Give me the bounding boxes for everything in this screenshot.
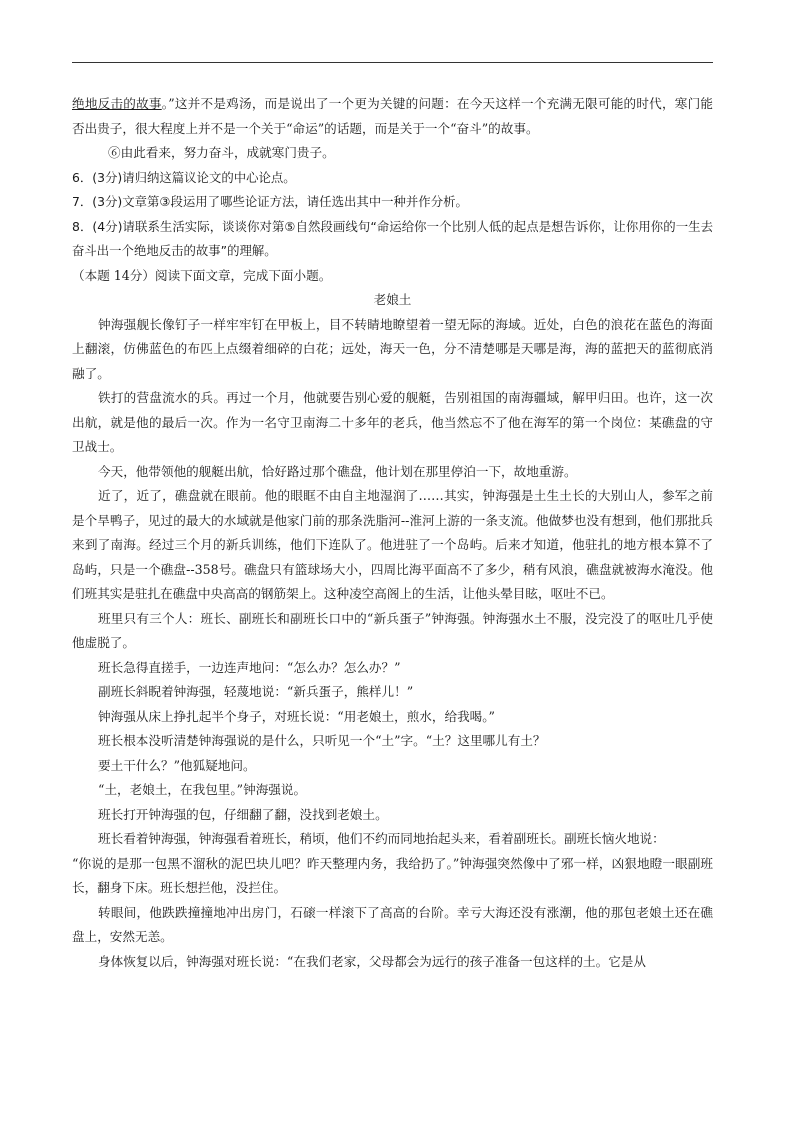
- story-paragraph: 钟海强舰长像钉子一样牢牢钉在甲板上，目不转睛地瞭望着一望无际的海域。近处，白色的浪花在蓝色的海面上翻滚，仿佛蓝色的布匹上点缀着细碎的白花；远处，海天一色，分不清楚哪是天哪是海，海的蓝把天的蓝彻底消融了。: [72, 316, 713, 381]
- story-paragraph: 转眼间，他跌跌撞撞地冲出房门，石磙一样滚下了高高的台阶。幸亏大海还没有涨潮，他的那包老娘土还在礁盘上，安然无恙。: [72, 904, 713, 944]
- story-paragraph: 近了，近了，礁盘就在眼前。他的眼眶不由自主地湿润了……其实，钟海强是土生土长的大别山人，参军之前是个旱鸭子，见过的最大的水域就是他家门前的那条洗脂河--淮河上游的一条支流。他做梦也没有想到，他们那批兵来到了南海。经过三个月的新兵训练，他们下连队了。他进驻了一个岛屿。后来才知道，他驻扎的地方根本算不了岛屿，只是一个礁盘--358号。礁盘只有篮球场大小，四周比海平面高不了多少，稍有风浪，礁盘就被海水淹没。他们班其实是驻扎在礁盘中央高高的钢筋架上。这种凌空高阁上的生活，让他头晕目眩，呕吐不已。: [72, 488, 713, 601]
- underlined-phrase: 绝地反击的故事: [72, 96, 162, 111]
- story-paragraph: 要土干什么？”他狐疑地问。: [98, 757, 256, 773]
- header-rule: [72, 62, 713, 63]
- story-paragraph: 班长急得直搓手，一边连声地问：“怎么办？怎么办？”: [98, 659, 401, 675]
- paragraph-6: ⑥由此看来，努力奋斗，成就寒门贵子。: [108, 145, 335, 160]
- story-paragraph: 班里只有三个人：班长、副班长和副班长口中的“新兵蛋子”钟海强。钟海强水土不服，没完没了的呕吐几乎使他虚脱了。: [72, 610, 713, 650]
- question-8: 8．(4分)请联系生活实际，谈谈你对第⑤自然段画线句“命运给你一个比别人低的起点是想告诉你，让你用你的一生去奋斗出一个绝地反击的故事”的理解。: [72, 218, 713, 258]
- section-intro: （本题 14分）阅读下面文章，完成下面小题。: [72, 267, 332, 283]
- story-paragraph: 铁打的营盘流水的兵。再过一个月，他就要告别心爱的舰艇，告别祖国的南海疆域，解甲归田。也许，这一次出航，就是他的最后一次。作为一名守卫南海二十多年的老兵，他当然忘不了他在海军的第一个岗位：某礁盘的守卫战士。: [72, 390, 713, 454]
- story-paragraph: 班长根本没听清楚钟海强说的是什么，只听见一个“土”字。“土？这里哪儿有土？: [98, 733, 546, 748]
- document-body: [72, 92, 713, 974]
- story-title: 老娘土: [373, 292, 412, 307]
- story-paragraph: 钟海强从床上挣扎起半个身子，对班长说：“用老娘土，煎水，给我喝。”: [98, 708, 495, 724]
- story-paragraph: 班长打开钟海强的包，仔细翻了翻，没找到老娘土。: [98, 806, 388, 822]
- paragraph-text: 。”这并不是鸡汤，而是说出了一个更为关键的问题：在今天这样一个充满无限可能的时代，寒门能否出贵子，很大程度上并不是一个关于“命运”的话题，而是关于一个“奋斗”的故事。: [72, 96, 714, 136]
- story-paragraph: 今天，他带领他的舰艇出航，恰好路过那个礁盘，他计划在那里停泊一下，故地重游。: [98, 463, 577, 479]
- story-paragraph: 班长看着钟海强，钟海强看着班长，稍顷，他们不约而同地抬起头来，看着副班长。副班长恼火地说：: [98, 831, 665, 846]
- story-paragraph: “你说的是那一包黑不溜秋的泥巴块儿吧？昨天整理内务，我给扔了。”钟海强突然像中了邪一样，凶狠地瞪一眼副班长，翻身下床。班长想拦他，没拦住。: [72, 855, 713, 895]
- continued-paragraph: [72, 92, 713, 141]
- question-6: 6．(3分)请归纳这篇议论文的中心论点。: [72, 169, 296, 185]
- story-paragraph: “土，老娘土，在我包里。”钟海强说。: [98, 782, 307, 797]
- story-body: [72, 313, 713, 975]
- question-7: 7．(3分)文章第③段运用了哪些论证方法，请任选出其中一种并作分析。: [72, 194, 468, 209]
- story-paragraph: 副班长斜睨着钟海强，轻蔑地说：“新兵蛋子，熊样儿！”: [98, 684, 414, 699]
- story-paragraph: 身体恢复以后，钟海强对班长说：“在我们老家，父母都会为远行的孩子准备一包这样的土。它是从: [98, 953, 646, 969]
